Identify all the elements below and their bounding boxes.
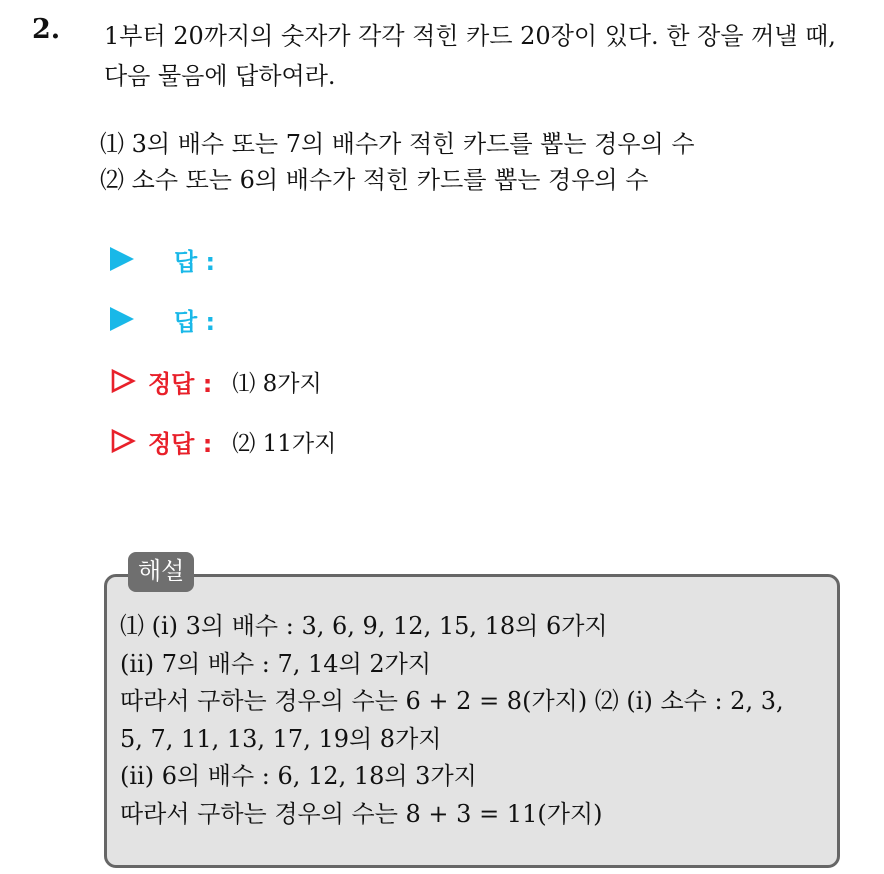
explanation-line: 5, 7, 11, 13, 17, 19의 8가지 xyxy=(120,724,442,753)
answer-blank-2 xyxy=(110,302,215,336)
answer-blank-1 xyxy=(110,242,215,276)
explanation-line: 따라서 구하는 경우의 수는 8 + 3 = 11(가지) xyxy=(120,799,603,828)
sub-question-1: ⑴ 3의 배수 또는 7의 배수가 적힌 카드를 뽑는 경우의 수 xyxy=(100,130,695,158)
correct-answer-value: ⑵ 11가지 xyxy=(232,430,337,457)
outline-triangle-icon xyxy=(110,368,136,394)
correct-answer-label: 정답 : xyxy=(148,429,213,458)
filled-triangle-icon xyxy=(110,307,134,331)
problem-number: 2. xyxy=(32,14,61,45)
explanation-line: 따라서 구하는 경우의 수는 6 + 2 = 8(가지) ⑵ (i) 소수 : 2, 3, xyxy=(120,687,784,715)
answer-blank-label: 답 : xyxy=(174,247,216,276)
correct-answer-value: ⑴ 8가지 xyxy=(232,370,322,397)
explanation-line: ⑴ (i) 3의 배수 : 3, 6, 9, 12, 15, 18의 6가지 xyxy=(120,612,608,640)
filled-triangle-icon xyxy=(110,247,134,271)
outline-triangle-icon xyxy=(110,428,136,454)
explanation-line: (ii) 7의 배수 : 7, 14의 2가지 xyxy=(120,649,432,678)
sub-question-2: ⑵ 소수 또는 6의 배수가 적힌 카드를 뽑는 경우의 수 xyxy=(100,166,649,194)
problem-statement: 1부터 20까지의 숫자가 각각 적힌 카드 20장이 있다. 한 장을 꺼낼 때, 다음 물음에 답하여라. xyxy=(104,22,836,90)
correct-answer-1 xyxy=(110,364,322,398)
explanation-tag: 해설 xyxy=(128,552,194,592)
explanation-body xyxy=(120,608,830,833)
answer-blank-label: 답 : xyxy=(174,307,216,336)
correct-answer-2 xyxy=(110,424,336,458)
explanation-line: (ii) 6의 배수 : 6, 12, 18의 3가지 xyxy=(120,762,477,790)
correct-answer-label: 정답 : xyxy=(148,369,213,398)
